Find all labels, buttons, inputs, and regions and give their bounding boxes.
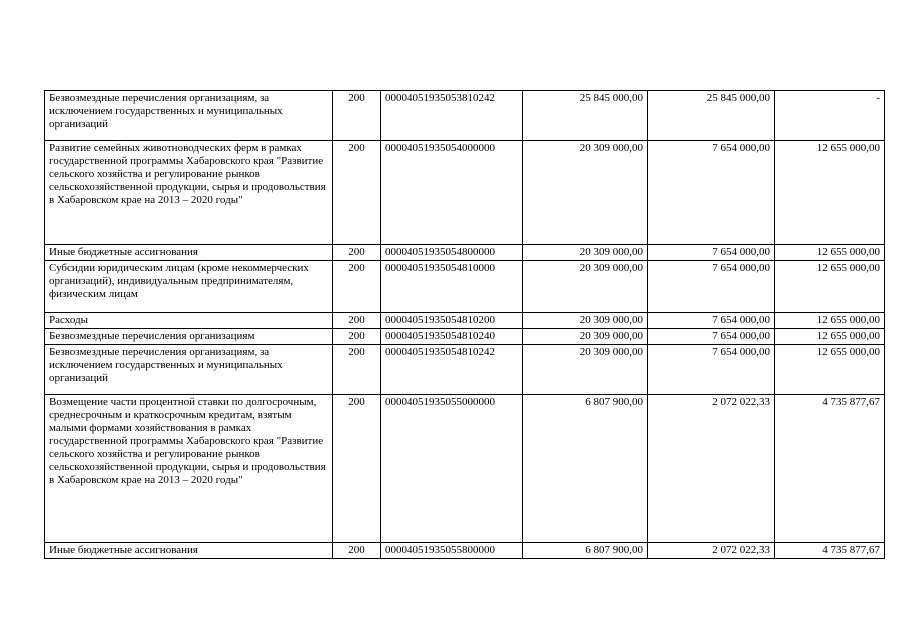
row-line-code: 200 [333, 395, 381, 543]
row-line-code: 200 [333, 245, 381, 261]
row-approved-amount: 20 309 000,00 [523, 345, 648, 395]
row-unexecuted-amount: 12 655 000,00 [775, 261, 885, 313]
row-budget-code: 00004051935054810240 [381, 329, 523, 345]
budget-execution-table [44, 90, 885, 559]
row-name: Иные бюджетные ассигнования [45, 245, 333, 261]
row-executed-amount: 7 654 000,00 [648, 261, 775, 313]
row-budget-code: 00004051935055000000 [381, 395, 523, 543]
row-executed-amount: 7 654 000,00 [648, 329, 775, 345]
row-executed-amount: 2 072 022,33 [648, 395, 775, 543]
row-unexecuted-amount: 12 655 000,00 [775, 141, 885, 245]
row-executed-amount: 2 072 022,33 [648, 543, 775, 559]
table-row [45, 395, 885, 543]
table-row [45, 543, 885, 559]
row-executed-amount: 7 654 000,00 [648, 313, 775, 329]
row-approved-amount: 20 309 000,00 [523, 141, 648, 245]
row-line-code: 200 [333, 543, 381, 559]
row-budget-code: 00004051935054810242 [381, 345, 523, 395]
row-executed-amount: 25 845 000,00 [648, 91, 775, 141]
row-unexecuted-amount: 12 655 000,00 [775, 245, 885, 261]
table-row [45, 141, 885, 245]
row-unexecuted-amount: - [775, 91, 885, 141]
row-unexecuted-amount: 12 655 000,00 [775, 313, 885, 329]
table-row [45, 313, 885, 329]
row-name: Возмещение части процентной ставки по долгосрочным, среднесрочным и краткосрочным кредитам, взятым малыми формами хозяйствования в рамках государственной программы Хабаровского края "Развитие сельского хозяйства и регулирование рынков сельскохозяйственной продукции, сырья и продовольствия в Хабаровском крае на 2013 – 2020 годы" [45, 395, 333, 543]
row-name: Иные бюджетные ассигнования [45, 543, 333, 559]
row-name: Безвозмездные перечисления организациям [45, 329, 333, 345]
table-row [45, 329, 885, 345]
table-row [45, 345, 885, 395]
row-budget-code: 00004051935054800000 [381, 245, 523, 261]
row-name: Расходы [45, 313, 333, 329]
row-line-code: 200 [333, 141, 381, 245]
row-budget-code: 00004051935054810000 [381, 261, 523, 313]
row-budget-code: 00004051935055800000 [381, 543, 523, 559]
row-approved-amount: 20 309 000,00 [523, 245, 648, 261]
table-row [45, 245, 885, 261]
row-unexecuted-amount: 4 735 877,67 [775, 543, 885, 559]
row-name: Развитие семейных животноводческих ферм в рамках государственной программы Хабаровского края "Развитие сельского хозяйства и регулирование рынков сельскохозяйственной продукции, сырья и продовольствия в Хабаровском крае на 2013 – 2020 годы" [45, 141, 333, 245]
row-executed-amount: 7 654 000,00 [648, 345, 775, 395]
row-approved-amount: 20 309 000,00 [523, 329, 648, 345]
row-budget-code: 00004051935053810242 [381, 91, 523, 141]
table-row [45, 261, 885, 313]
row-budget-code: 00004051935054810200 [381, 313, 523, 329]
row-approved-amount: 25 845 000,00 [523, 91, 648, 141]
row-name: Безвозмездные перечисления организациям, за исключением государственных и муниципальных организаций [45, 345, 333, 395]
row-approved-amount: 20 309 000,00 [523, 313, 648, 329]
row-line-code: 200 [333, 313, 381, 329]
row-name: Безвозмездные перечисления организациям, за исключением государственных и муниципальных организаций [45, 91, 333, 141]
row-approved-amount: 20 309 000,00 [523, 261, 648, 313]
row-name: Субсидии юридическим лицам (кроме некоммерческих организаций), индивидуальным предпринимателям, физическим лицам [45, 261, 333, 313]
budget-report-page [44, 90, 884, 559]
row-line-code: 200 [333, 91, 381, 141]
row-line-code: 200 [333, 261, 381, 313]
row-unexecuted-amount: 4 735 877,67 [775, 395, 885, 543]
row-unexecuted-amount: 12 655 000,00 [775, 329, 885, 345]
row-budget-code: 00004051935054000000 [381, 141, 523, 245]
row-line-code: 200 [333, 345, 381, 395]
row-line-code: 200 [333, 329, 381, 345]
row-approved-amount: 6 807 900,00 [523, 395, 648, 543]
row-unexecuted-amount: 12 655 000,00 [775, 345, 885, 395]
row-executed-amount: 7 654 000,00 [648, 245, 775, 261]
row-approved-amount: 6 807 900,00 [523, 543, 648, 559]
row-executed-amount: 7 654 000,00 [648, 141, 775, 245]
table-row [45, 91, 885, 141]
